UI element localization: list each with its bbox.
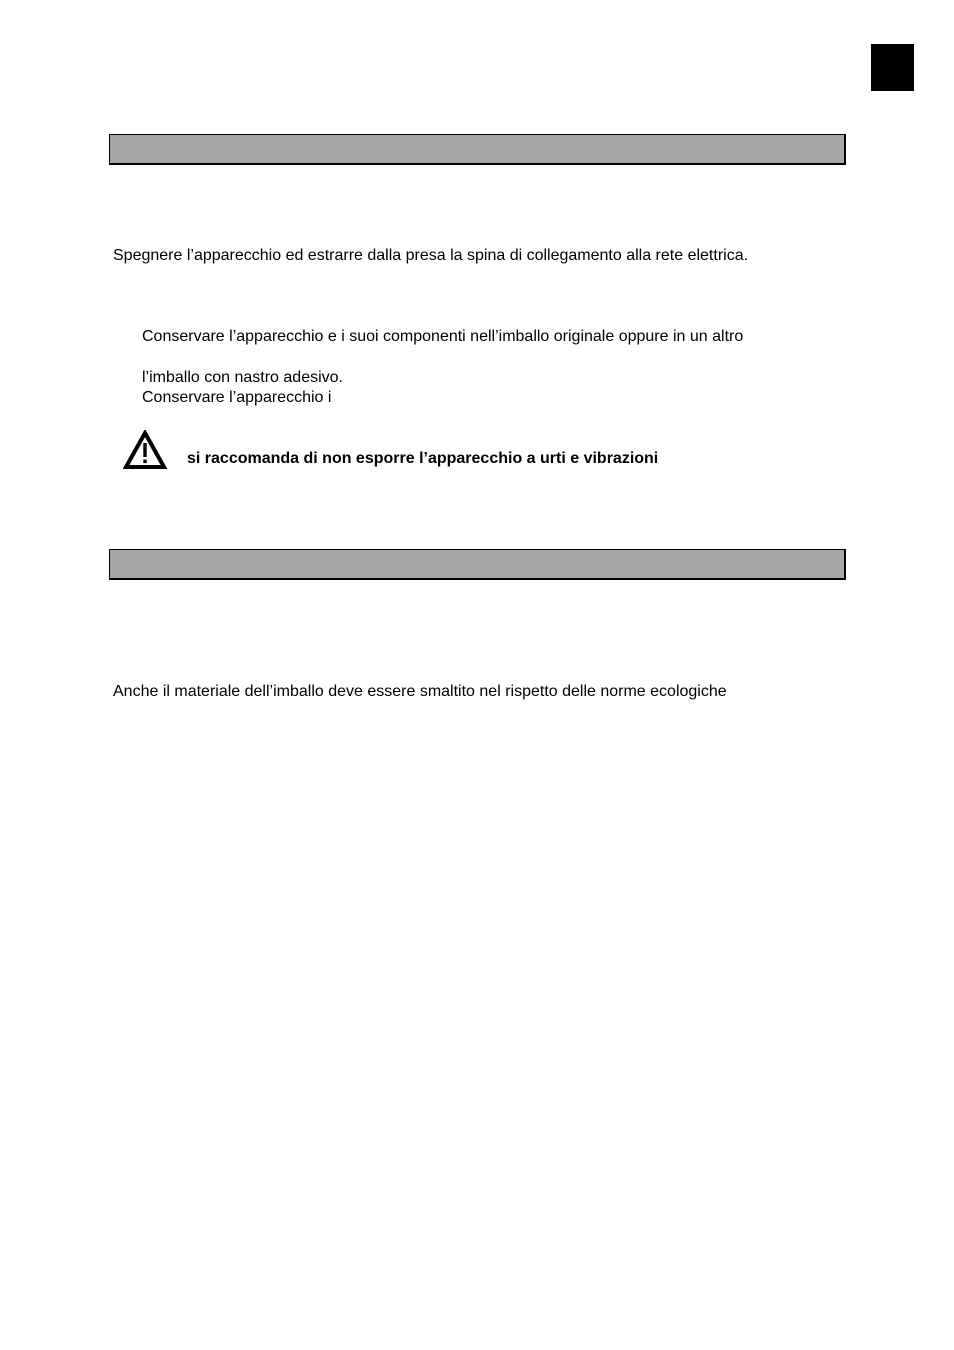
- list-line-store-device: Conservare l’apparecchio i: [142, 389, 332, 406]
- list-line-adhesive-tape: l’imballo con nastro adesivo.: [142, 369, 343, 386]
- page-corner-tab: [871, 44, 914, 91]
- list-line-store-packaging: Conservare l’apparecchio e i suoi componenti nell’imballo originale oppure in un altro: [142, 328, 744, 345]
- paragraph-packaging-disposal: Anche il materiale dell’imballo deve essere smaltito nel rispetto delle norme ecologiche: [113, 683, 727, 700]
- warning-text: si raccomanda di non esporre l’apparecchio a urti e vibrazioni: [187, 450, 659, 467]
- section-header-bar-storage: [109, 134, 846, 165]
- section-header-bar-disposal: [109, 549, 846, 580]
- paragraph-unplug: Spegnere l’apparecchio ed estrarre dalla presa la spina di collegamento alla rete elettrica.: [113, 247, 749, 264]
- warning-triangle-icon: [123, 430, 167, 470]
